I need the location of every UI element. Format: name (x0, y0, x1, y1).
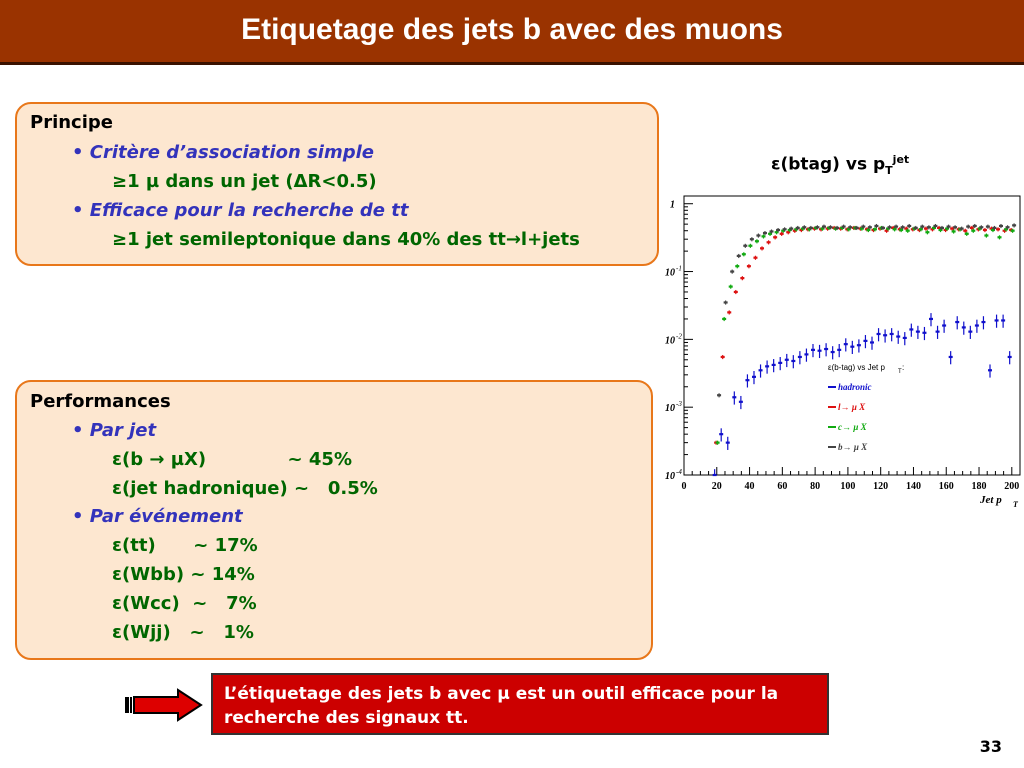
chart-title-sub: T (885, 164, 893, 178)
y-tick-exponent: -3 (676, 400, 682, 409)
y-tick-label: 10 (665, 403, 675, 415)
x-tick-label: 20 (711, 481, 722, 492)
x-tick-label: 200 (1004, 481, 1020, 492)
efficiency-plot (653, 180, 1023, 520)
eff-wcc: ε(Wcc) ~ 7% (112, 593, 257, 614)
x-tick-label: 120 (873, 481, 889, 492)
eff-b-mux: ε(b → µX) ~ 45% (112, 449, 352, 470)
y-tick-exponent: -1 (676, 264, 682, 273)
x-tick-label: 40 (744, 481, 755, 492)
bullet-per-jet: • Par jet (72, 420, 157, 441)
legend-entry: l→ µ X (838, 402, 866, 412)
x-axis-label: Jet p (980, 494, 1002, 506)
x-axis-label-sub: T (1013, 500, 1018, 509)
y-tick-label: 10 (665, 471, 675, 482)
legend-entry: c→ µ X (838, 422, 867, 432)
y-tick-label: 10 (665, 267, 675, 279)
conclusion-box (211, 673, 829, 735)
chart-title-main: ε(btag) vs p (771, 154, 886, 175)
eff-wjj: ε(Wjj) ~ 1% (112, 622, 254, 643)
x-tick-label: 0 (681, 481, 687, 492)
association-criterion: ≥1 µ dans un jet (ΔR<0.5) (112, 171, 377, 192)
page-number: 33 (979, 737, 1002, 756)
principle-heading: Principe (30, 112, 113, 133)
legend-entry: hadronic (838, 382, 872, 392)
x-tick-label: 160 (938, 481, 954, 492)
plot-frame (684, 196, 1020, 475)
y-tick-label: 10 (665, 335, 675, 347)
semileptonic-text: ≥1 jet semileptonique dans 40% des tt (112, 229, 506, 250)
x-tick-label: 180 (971, 481, 987, 492)
conclusion-text: L’étiquetage des jets b avec µ est un outil efficace pour la recherche des signaux tt. (224, 684, 779, 728)
legend-entry: b→ µ X (838, 442, 868, 452)
chart-title (771, 153, 909, 177)
ljets-text: l+jets (520, 229, 580, 250)
x-tick-label: 80 (810, 481, 821, 492)
performance-box (15, 380, 653, 660)
bullet-per-event: • Par événement (72, 506, 243, 527)
y-tick-exponent: -2 (676, 332, 682, 341)
title-bar (0, 0, 1024, 65)
chart-title-sup: jet (892, 153, 910, 166)
x-tick-label: 140 (905, 481, 921, 492)
x-tick-label: 100 (840, 481, 856, 492)
eff-jet-hadronic: ε(jet hadronique) ~ 0.5% (112, 478, 378, 499)
bullet-association: • Critère d’association simple (72, 142, 374, 163)
principle-box (15, 102, 659, 266)
y-tick-label: 1 (670, 199, 675, 211)
legend-title-suffix: : (902, 363, 905, 372)
legend-title: ε(b-tag) vs Jet p (828, 363, 885, 372)
eff-wbb: ε(Wbb) ~ 14% (112, 564, 255, 585)
slide-title: Etiquetage des jets b avec des muons (241, 13, 783, 46)
performance-heading: Performances (30, 391, 171, 412)
legend-title-sub: T (898, 369, 902, 375)
bullet-efficient: • Efficace pour la recherche de tt (72, 200, 409, 221)
x-tick-label: 60 (777, 481, 788, 492)
right-arrow-icon (124, 688, 204, 722)
right-arrow-icon: → (505, 229, 521, 250)
semileptonic-line (112, 229, 580, 250)
y-tick-exponent: -4 (676, 468, 682, 476)
eff-tt: ε(tt) ~ 17% (112, 535, 258, 556)
